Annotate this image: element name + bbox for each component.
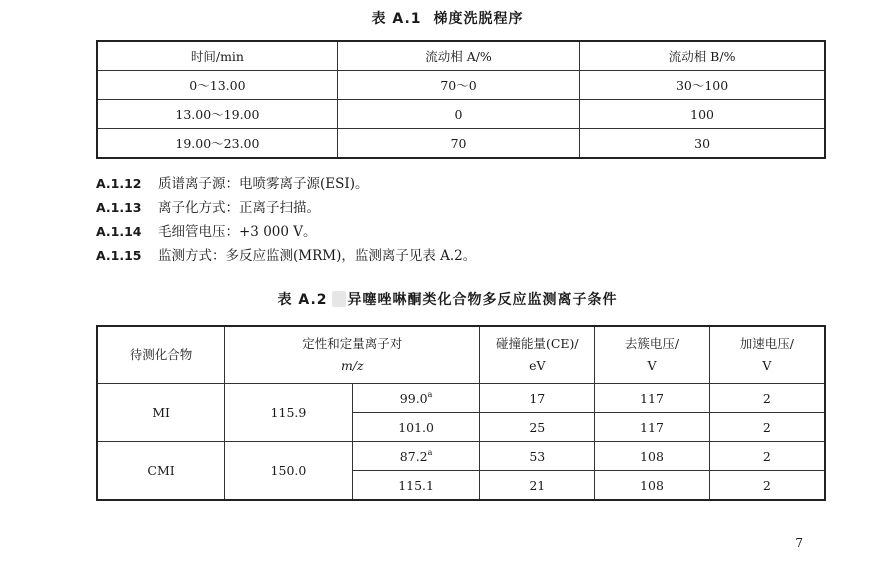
header-compound: 待测化合物 — [97, 326, 225, 384]
gradient-elution-table — [96, 40, 826, 159]
mrm-ion-conditions-table — [96, 325, 826, 501]
clause-number: A.1.15 — [96, 248, 142, 263]
clause-number: A.1.13 — [96, 200, 142, 215]
cell-precursor-ion: 115.9 — [225, 384, 353, 442]
clause-item — [96, 196, 476, 220]
cell-ap: 2 — [709, 442, 825, 471]
cell-precursor-ion: 150.0 — [225, 442, 353, 501]
clause-number: A.1.14 — [96, 224, 142, 239]
cell-ap: 2 — [709, 413, 825, 442]
product-ion-value: 87.2 — [399, 449, 428, 464]
table-header-row — [97, 41, 825, 71]
cell-ce: 53 — [480, 442, 595, 471]
clause-number: A.1.12 — [96, 176, 142, 191]
clause-text: 质谱离子源：电喷雾离子源(ESI)。 — [158, 176, 369, 192]
header-ce-unit: eV — [529, 358, 546, 373]
cell-dp: 108 — [595, 471, 710, 501]
header-ion-pair-unit: m/z — [340, 358, 364, 373]
header-dp-unit: V — [647, 358, 657, 373]
table-a2-caption — [0, 289, 895, 309]
table-row — [97, 100, 825, 129]
header-mobile-phase-b: 流动相 B/% — [580, 41, 825, 71]
cell-ce: 21 — [480, 471, 595, 501]
table-row — [97, 384, 825, 413]
clause-text: 毛细管电压：+3 000 V。 — [158, 224, 317, 240]
product-ion-value: 115.1 — [398, 477, 434, 493]
quantitation-mark: a — [427, 390, 433, 399]
cell-phase-b: 100 — [580, 100, 825, 129]
scan-smudge — [332, 291, 346, 307]
page-number: 7 — [795, 536, 803, 550]
cell-phase-a: 70 — [337, 129, 579, 159]
table-a1-number: 表 A.1 — [371, 11, 422, 27]
clause-item — [96, 244, 476, 268]
clause-list — [96, 172, 476, 268]
header-ce-label: 碰撞能量(CE)/ — [495, 336, 579, 351]
cell-ap: 2 — [709, 471, 825, 501]
header-mobile-phase-a: 流动相 A/% — [337, 41, 579, 71]
header-acceleration-voltage — [709, 326, 825, 384]
product-ion-value: 99.0 — [399, 391, 428, 406]
cell-dp: 117 — [595, 413, 710, 442]
table-a1-caption — [0, 8, 895, 28]
cell-ce: 17 — [480, 384, 595, 413]
cell-time: 13.00～19.00 — [97, 100, 337, 129]
header-ap-unit: V — [762, 358, 772, 373]
cell-phase-b: 30～100 — [580, 71, 825, 100]
table-row — [97, 71, 825, 100]
clause-item — [96, 172, 476, 196]
table-row — [97, 442, 825, 471]
table-a2-title: 异噻唑啉酮类化合物多反应监测离子条件 — [347, 292, 618, 308]
header-declustering-potential — [595, 326, 710, 384]
cell-ce: 25 — [480, 413, 595, 442]
header-time: 时间/min — [97, 41, 337, 71]
clause-text: 离子化方式：正离子扫描。 — [158, 200, 320, 216]
header-collision-energy — [480, 326, 595, 384]
cell-compound: CMI — [97, 442, 225, 501]
cell-compound: MI — [97, 384, 225, 442]
product-ion-value: 101.0 — [398, 419, 434, 435]
clause-item — [96, 220, 476, 244]
header-ion-pair-label: 定性和定量离子对 — [302, 336, 403, 351]
cell-phase-a: 70～0 — [337, 71, 579, 100]
header-dp-label: 去簇电压/ — [624, 336, 680, 351]
table-header-row — [97, 326, 825, 384]
cell-phase-a: 0 — [337, 100, 579, 129]
clause-text: 监测方式：多反应监测(MRM)，监测离子见表 A.2。 — [158, 248, 477, 264]
quantitation-mark: a — [427, 448, 433, 457]
cell-time: 19.00～23.00 — [97, 129, 337, 159]
header-ap-label: 加速电压/ — [739, 336, 795, 351]
cell-product-ion — [352, 384, 480, 413]
cell-product-ion — [352, 413, 480, 442]
cell-dp: 117 — [595, 384, 710, 413]
cell-ap: 2 — [709, 384, 825, 413]
cell-product-ion — [352, 442, 480, 471]
header-ion-pair — [225, 326, 480, 384]
cell-dp: 108 — [595, 442, 710, 471]
cell-product-ion — [352, 471, 480, 501]
cell-phase-b: 30 — [580, 129, 825, 159]
cell-time: 0～13.00 — [97, 71, 337, 100]
table-a1-title: 梯度洗脱程序 — [433, 11, 524, 27]
table-row — [97, 129, 825, 159]
table-a2-number: 表 A.2 — [277, 292, 328, 308]
